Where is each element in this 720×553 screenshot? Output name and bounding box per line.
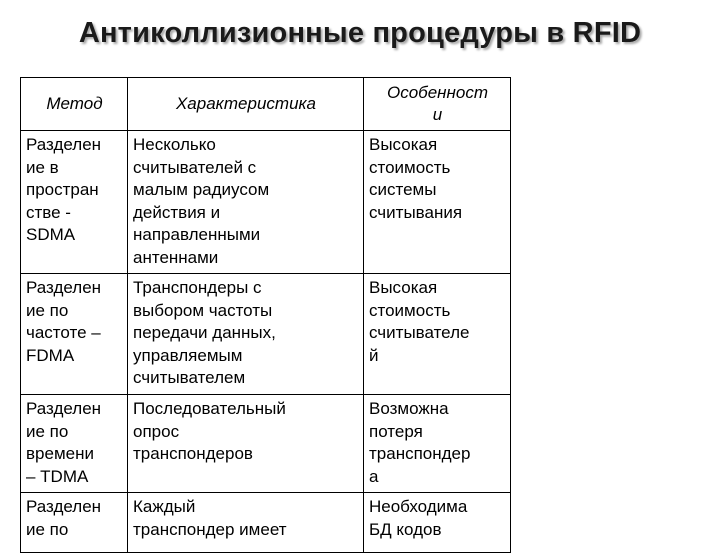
cell-method: Разделен ие по времени – TDMA [21,395,128,493]
header-characteristic: Характеристика [128,78,364,131]
cell-method: Разделен ие по частоте – FDMA [21,274,128,395]
table-row [21,493,511,553]
cell-features: Возможна потеря транспондер а [364,395,511,493]
table-row [21,131,511,274]
cell-characteristic: Транспондеры с выбором частоты передачи данных, управляемым считывателем [128,274,364,395]
cell-features: Необходима БД кодов [364,493,511,553]
table-row [21,395,511,493]
cell-features: Высокая стоимость считывателе й [364,274,511,395]
table-row [21,274,511,395]
table-header-row [21,78,511,131]
cell-method: Разделен ие по [21,493,128,553]
rfid-methods-table [20,77,511,553]
cell-features: Высокая стоимость системы считывания [364,131,511,274]
header-features: Особенност и [364,78,511,131]
cell-characteristic: Каждый транспондер имеет [128,493,364,553]
cell-characteristic: Несколько считывателей с малым радиусом действия и направленными антеннами [128,131,364,274]
header-method: Метод [21,78,128,131]
cell-characteristic: Последовательный опрос транспондеров [128,395,364,493]
slide-title: Антиколлизионные процедуры в RFID [78,17,642,49]
cell-method: Разделен ие в простран стве - SDMA [21,131,128,274]
